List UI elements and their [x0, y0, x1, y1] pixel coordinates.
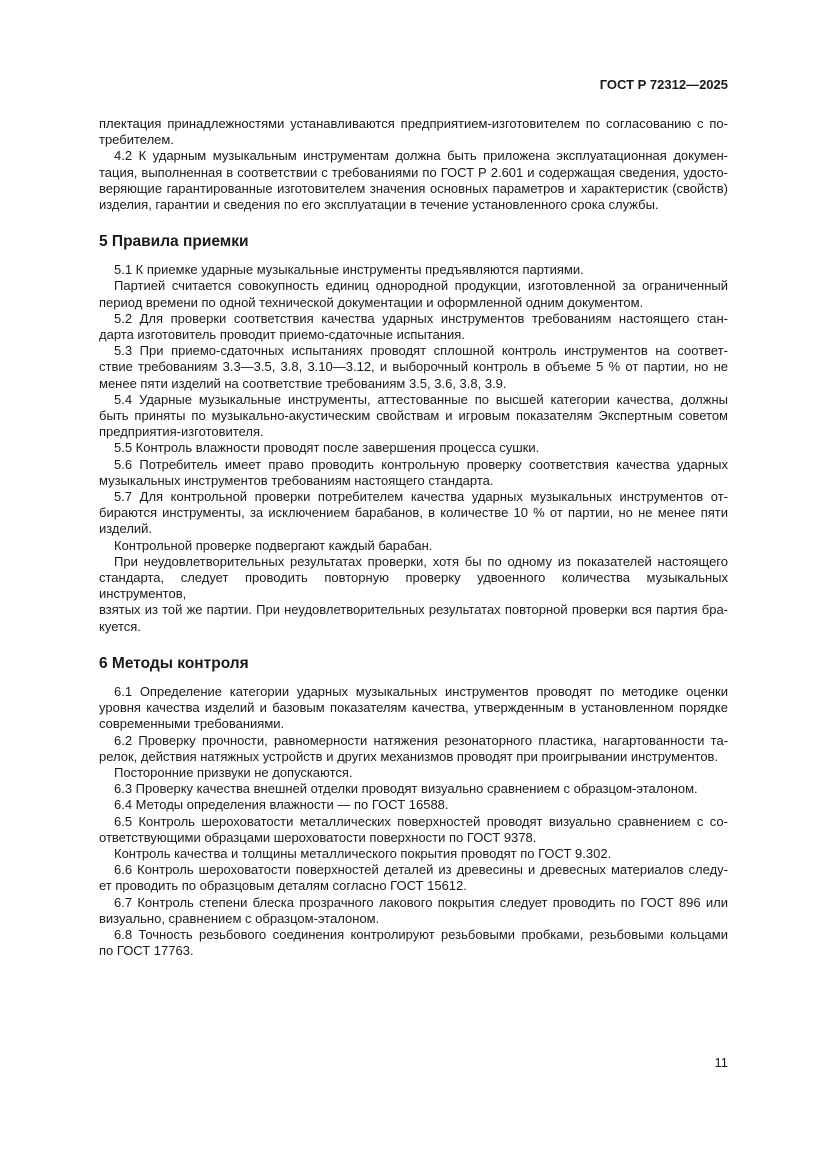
paragraph: [99, 116, 728, 148]
text-line: период времени по одной технической документации и оформленной одним документом.: [99, 294, 644, 310]
text-line: 4.2 К ударным музыкальным инструментам должна быть приложена эксплуатационная докумен-: [114, 148, 728, 164]
text-line: уровня качества изделий и базовым показателям качества, утвержденным в установленном порядке: [99, 700, 728, 716]
paragraph: [99, 554, 728, 635]
text-line: 6.1 Определение категории ударных музыкальных инструментов проводят по методике оценки: [114, 683, 728, 699]
text-line: предприятия-изготовителя.: [99, 424, 264, 440]
section-5-body: [99, 262, 728, 635]
text-line: по ГОСТ 17763.: [99, 943, 194, 959]
section-6-body: [99, 684, 728, 959]
text-line: 5.5 Контроль влажности проводят после завершения процесса сушки.: [114, 440, 540, 456]
document-header: ГОСТ Р 72312—2025: [599, 77, 728, 92]
paragraph: [99, 262, 728, 278]
paragraph: [99, 895, 728, 927]
paragraph: [99, 311, 728, 343]
text-line: 6.3 Проверку качества внешней отделки проводят визуально сравнением с образцом-эталоном.: [114, 781, 698, 797]
text-line: требителем.: [99, 132, 174, 148]
text-line: Контрольной проверке подвергают каждый барабан.: [114, 537, 433, 553]
text-line: 6.5 Контроль шероховатости металлических поверхностей проводят визуально сравнением с со-: [114, 813, 728, 829]
section-5-title: 5 Правила приемки: [99, 233, 249, 251]
text-line: 6.4 Методы определения влажности — по ГОСТ 16588.: [114, 797, 449, 813]
text-line: 5.2 Для проверки соответствия качества ударных инструментов требованиям настоящего стан-: [114, 310, 728, 326]
paragraph: [99, 781, 728, 797]
text-line: бираются инструменты, за исключением барабанов, в количестве 10 % от партии, но не менее пяти: [99, 505, 728, 521]
text-line: 5.1 К приемке ударные музыкальные инструменты предъявляются партиями.: [114, 262, 584, 278]
paragraph: [99, 148, 728, 213]
text-line: Партией считается совокупность единиц однородной продукции, изготовленной за ограниченный: [114, 278, 728, 294]
text-line: 6.7 Контроль степени блеска прозрачного лакового покрытия следует проводить по ГОСТ 896 или: [114, 894, 728, 910]
paragraph-continuation: [99, 116, 728, 148]
text-line: При неудовлетворительных результатах проверки, хотя бы по одному из показателей настоящего: [114, 553, 728, 569]
paragraph: [99, 538, 728, 554]
text-line: современными требованиями.: [99, 716, 285, 732]
text-line: визуально, сравнением с образцом-эталоном.: [99, 910, 380, 926]
text-line: изделий.: [99, 521, 153, 537]
text-line: 5.3 При приемо-сдаточных испытаниях проводят сплошной контроль инструментов на соответ-: [114, 343, 728, 359]
paragraph: [99, 343, 728, 392]
paragraph: [99, 765, 728, 781]
paragraph: [99, 489, 728, 538]
text-line: изделия, гарантии и сведения по его эксплуатации в течение установленного срока службы.: [99, 197, 659, 213]
text-line: менее пяти изделий на соответствие требованиям 3.5, 3.6, 3.8, 3.9.: [99, 375, 507, 391]
paragraph: [99, 457, 728, 489]
text-line: стандарта, следует проводить повторную проверку удвоенного количества музыкальных инструментов,: [99, 570, 728, 602]
text-line: музыкальных инструментов требованиям настоящего стандарта.: [99, 472, 494, 488]
section-6-title: 6 Методы контроля: [99, 654, 249, 672]
text-line: 6.6 Контроль шероховатости поверхностей деталей из древесины и древесных материалов следу-: [114, 862, 728, 878]
paragraph: [99, 733, 728, 765]
text-line: дарта изготовитель проводит приемо-сдаточные испытания.: [99, 327, 465, 343]
text-line: 5.7 Для контрольной проверки потребителем качества ударных музыкальных инструментов от-: [114, 489, 728, 505]
page-number: 11: [714, 1055, 728, 1070]
text-line: 5.6 Потребитель имеет право проводить контрольную проверку соответствия качества ударных: [114, 456, 728, 472]
text-line: веряющие гарантированные изготовителем значения основных параметров и характеристик (свойств): [99, 180, 728, 196]
paragraph: [99, 862, 728, 894]
text-line: Посторонние призвуки не допускаются.: [114, 764, 353, 780]
text-line: 6.2 Проверку прочности, равномерности натяжения резонаторного пластика, нагартованности та-: [114, 732, 728, 748]
text-line: тация, выполненная в соответствии с требованиями по ГОСТ Р 2.601 и содержащая сведения, удосто-: [99, 164, 728, 180]
text-line: ет проводить по образцовым деталям согласно ГОСТ 15612.: [99, 878, 467, 894]
text-line: куется.: [99, 618, 141, 634]
paragraph: [99, 846, 728, 862]
text-line: быть приняты по музыкально-акустическим свойствам и игровым показателям Экспертным советом: [99, 408, 728, 424]
text-line: ствие требованиям 3.3—3.5, 3.8, 3.10—3.12, и выборочный контроль в объеме 5 % от партии, но не: [99, 359, 728, 375]
text-line: 6.8 Точность резьбового соединения контролируют резьбовыми пробками, резьбовыми кольцами: [114, 926, 728, 942]
text-line: плектация принадлежностями устанавливаются предприятием-изготовителем по согласованию с по-: [99, 116, 728, 131]
text-line: 5.4 Ударные музыкальные инструменты, аттестованные по высшей категории качества, должны: [114, 391, 728, 407]
paragraph: [99, 684, 728, 733]
paragraph: [99, 814, 728, 846]
text-line: Контроль качества и толщины металлического покрытия проводят по ГОСТ 9.302.: [114, 845, 612, 861]
text-line: ответствующими образцами шероховатости поверхности по ГОСТ 9378.: [99, 829, 537, 845]
paragraph: [99, 797, 728, 813]
paragraph: [99, 440, 728, 456]
paragraph: [99, 392, 728, 441]
paragraph-4-2: [99, 148, 728, 213]
document-body: [99, 116, 728, 959]
text-line: взятых из той же партии. При неудовлетворительных результатах повторной проверки вся партия бра-: [99, 602, 728, 618]
paragraph: [99, 278, 728, 310]
paragraph: [99, 927, 728, 959]
text-line: релок, действия натяжных устройств и других механизмов проводят при проигрывании инструментов.: [99, 748, 719, 764]
